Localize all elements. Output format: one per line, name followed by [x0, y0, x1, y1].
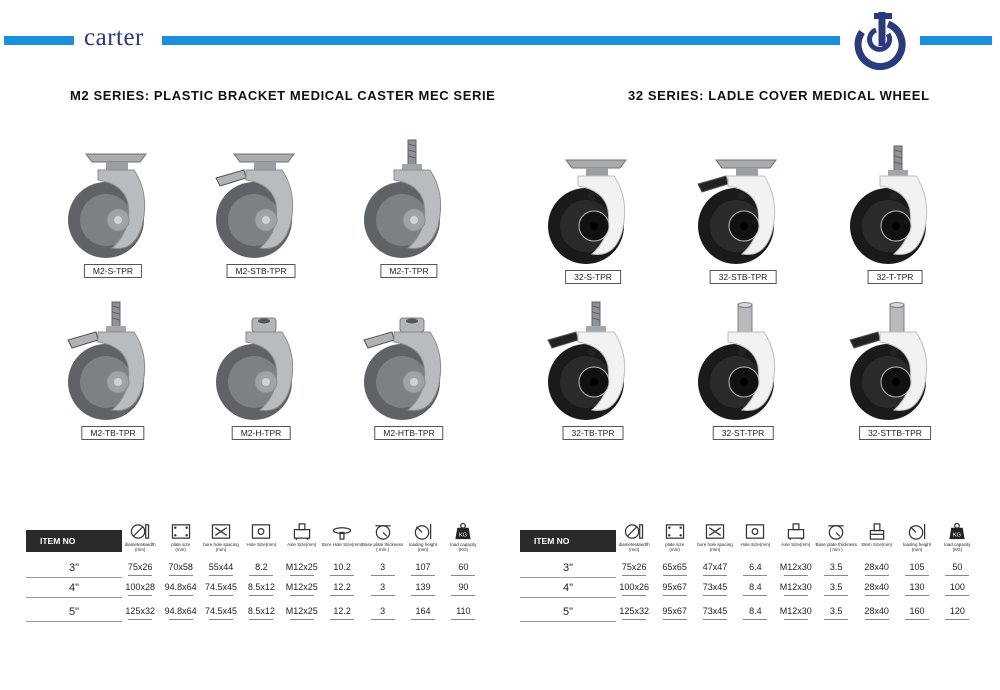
table-cell: 125x32 [125, 606, 155, 616]
row-divider [26, 621, 122, 622]
cell-underline [371, 595, 395, 596]
caster-icon [48, 296, 178, 426]
product-m2-htb-tpr [344, 296, 474, 446]
cell-underline [169, 575, 193, 576]
spec-column-caption: Axle Size(mm) [781, 542, 811, 547]
spec-column-caption: bore hole spacing (mm) [203, 542, 239, 552]
item-no-header: ITEM NO [534, 536, 570, 546]
m2-series-title: M2 SERIES: PLASTIC BRACKET MEDICAL CASTER MEC SERIE [70, 88, 496, 103]
product-label: M2-S-TPR [84, 264, 142, 278]
table-cell: 28x40 [864, 562, 889, 572]
cell-underline [865, 595, 889, 596]
spec-column-caption: loading height (mm) [408, 542, 438, 552]
table-cell: 139 [415, 582, 431, 592]
caster-icon [678, 296, 808, 426]
cell-underline [663, 595, 687, 596]
caster-icon [678, 140, 808, 270]
table-cell: 125x32 [619, 606, 649, 616]
row-divider [520, 621, 616, 622]
carter-logo-icon [852, 6, 912, 70]
cell-underline [290, 619, 314, 620]
table-cell: 105 [909, 562, 925, 572]
table-cell: 3 [380, 582, 386, 592]
cell-underline [371, 575, 395, 576]
table-cell: 130 [909, 582, 925, 592]
table-cell: 120 [949, 606, 965, 616]
hole-size-icon [744, 522, 766, 541]
loading-height-icon [906, 522, 928, 541]
caster-icon [196, 296, 326, 426]
cell-underline [743, 575, 767, 576]
cell-underline [622, 595, 646, 596]
table-cell: 160 [909, 606, 925, 616]
cell-underline [905, 575, 929, 576]
cell-underline [784, 595, 808, 596]
product-label: M2-STB-TPR [227, 264, 296, 278]
spec-column-caption: diameter&width (mm) [618, 542, 650, 552]
caster-icon [830, 140, 960, 270]
cell-underline [169, 595, 193, 596]
spec-column-caption: load capacity (KG) [944, 542, 971, 552]
row-divider [520, 577, 616, 578]
header-bar-left [4, 36, 74, 45]
table-cell: 94.8x64 [164, 606, 197, 616]
product-32-sttb-tpr [830, 296, 960, 446]
cell-underline [330, 619, 354, 620]
product-32-tb-tpr [528, 296, 658, 446]
cell-underline [128, 575, 152, 576]
product-m2-h-tpr [196, 296, 326, 446]
table-cell: 50 [952, 562, 963, 572]
spec-column-caption: loading height (mm) [902, 542, 932, 552]
table-cell: 100x28 [125, 582, 155, 592]
cell-underline [290, 595, 314, 596]
table-cell: 6.4 [749, 562, 762, 572]
table-cell: 70x58 [168, 562, 193, 572]
item-size-cell: 4" [562, 582, 574, 594]
cell-underline [451, 619, 475, 620]
cell-underline [622, 619, 646, 620]
cell-underline [824, 619, 848, 620]
product-label: 32-S-TPR [565, 270, 621, 284]
diameter-width-icon [129, 522, 151, 541]
cell-underline [703, 595, 727, 596]
cell-underline [743, 619, 767, 620]
row-divider [26, 597, 122, 598]
table-cell: 107 [415, 562, 431, 572]
s32-series-title: 32 SERIES: LADLE COVER MEDICAL WHEEL [628, 88, 930, 103]
product-m2-stb-tpr [196, 134, 326, 284]
product-32-stb-tpr [678, 140, 808, 290]
product-label: 32-ST-TPR [713, 426, 774, 440]
table-cell: 28x40 [864, 606, 889, 616]
cell-underline [128, 619, 152, 620]
item-size-cell: 3" [68, 562, 80, 574]
caster-icon [196, 134, 326, 264]
cell-underline [703, 575, 727, 576]
header-bar-middle [162, 36, 840, 45]
table-cell: 65x65 [662, 562, 687, 572]
table-cell: 8.2 [255, 562, 268, 572]
item-no-header: ITEM NO [40, 536, 76, 546]
table-cell: 3.5 [829, 582, 843, 592]
spec-column-caption: Hole Size(mm) [740, 542, 771, 547]
table-cell: 3 [380, 606, 386, 616]
brand-name: carter [84, 24, 144, 51]
cell-underline [128, 595, 152, 596]
cell-underline [622, 575, 646, 576]
cell-underline [945, 619, 969, 620]
header-bar-right [920, 36, 992, 45]
cell-underline [249, 619, 273, 620]
table-cell: 47x47 [702, 562, 728, 572]
cell-underline [330, 575, 354, 576]
spec-column-caption: diameter&width (mm) [124, 542, 156, 552]
spec-column-caption: Base plate thickness ( mm ) [815, 542, 857, 552]
spec-column-caption: Axle Size(mm) [287, 542, 317, 547]
table-cell: 90 [458, 582, 469, 592]
diameter-width-icon [623, 522, 645, 541]
table-cell: 55x44 [208, 562, 234, 572]
base-plate-thickness-icon [372, 522, 394, 541]
plate-size-icon [664, 522, 686, 541]
spec-column-caption: Stem Size(mm) [861, 542, 893, 547]
stem-size-icon [866, 522, 888, 541]
load-capacity-icon [452, 522, 474, 541]
table-cell: 73x45 [702, 582, 728, 592]
cell-underline [209, 619, 233, 620]
product-m2-tb-tpr [48, 296, 178, 446]
caster-icon [830, 296, 960, 426]
cell-underline [411, 619, 435, 620]
item-size-cell: 4" [68, 582, 80, 594]
spec-column-caption: load capacity (KG) [450, 542, 477, 552]
caster-icon [344, 296, 474, 426]
table-cell: M12x25 [285, 562, 318, 572]
axle-size-icon [291, 522, 313, 541]
cell-underline [169, 619, 193, 620]
cell-underline [663, 575, 687, 576]
load-capacity-icon [946, 522, 968, 541]
cell-underline [945, 575, 969, 576]
cell-underline [249, 595, 273, 596]
item-size-cell: 5" [562, 606, 574, 618]
product-m2-t-tpr [344, 134, 474, 284]
row-divider [520, 597, 616, 598]
table-cell: 95x67 [662, 606, 687, 616]
bore-hole-spacing-icon [704, 522, 726, 541]
product-label: 32-STB-TPR [710, 270, 777, 284]
table-cell: 73x45 [702, 606, 728, 616]
cell-underline [371, 619, 395, 620]
hole-size-icon [250, 522, 272, 541]
caster-icon [528, 296, 658, 426]
product-32-t-tpr [830, 140, 960, 290]
cell-underline [451, 595, 475, 596]
table-cell: 8.5x12 [247, 606, 275, 616]
cell-underline [784, 575, 808, 576]
cell-underline [824, 575, 848, 576]
table-cell: 74.5x45 [204, 582, 238, 592]
product-label: M2-TB-TPR [81, 426, 144, 440]
cell-underline [865, 619, 889, 620]
product-label: M2-T-TPR [380, 264, 437, 278]
product-label: M2-HTB-TPR [374, 426, 443, 440]
bore-hole-size-icon [331, 522, 353, 541]
product-label: M2-H-TPR [232, 426, 291, 440]
table-cell: 100x26 [619, 582, 649, 592]
spec-column-caption: Hole Size(mm) [246, 542, 277, 547]
product-m2-s-tpr [48, 134, 178, 284]
table-cell: 3 [380, 562, 386, 572]
cell-underline [411, 595, 435, 596]
cell-underline [945, 595, 969, 596]
spec-column-caption: plate size (mm) [665, 542, 685, 552]
spec-column-caption: plate size (mm) [171, 542, 191, 552]
table-cell: M12x30 [779, 582, 812, 592]
table-cell: 74.5x45 [204, 606, 238, 616]
cell-underline [411, 575, 435, 576]
cell-underline [209, 595, 233, 596]
axle-size-icon [785, 522, 807, 541]
cell-underline [784, 619, 808, 620]
caster-icon [528, 140, 658, 270]
item-size-cell: 3" [562, 562, 574, 574]
table-cell: 60 [458, 562, 469, 572]
table-cell: 3.5 [829, 562, 843, 572]
cell-underline [330, 595, 354, 596]
table-cell: 12.2 [333, 606, 351, 616]
plate-size-icon [170, 522, 192, 541]
loading-height-icon [412, 522, 434, 541]
table-cell: 28x40 [864, 582, 889, 592]
table-cell: 75x26 [621, 562, 647, 572]
cell-underline [663, 619, 687, 620]
table-cell: 95x67 [662, 582, 687, 592]
svg-text:KG: KG [459, 532, 468, 539]
svg-text:KG: KG [953, 532, 962, 539]
item-size-cell: 5" [68, 606, 80, 618]
table-cell: 110 [456, 606, 471, 616]
table-cell: 8.5x12 [247, 582, 275, 592]
cell-underline [451, 575, 475, 576]
table-cell: M12x30 [779, 562, 812, 572]
cell-underline [905, 595, 929, 596]
product-label: 32-T-TPR [868, 270, 923, 284]
spec-column-caption: bore hole spacing (mm) [697, 542, 733, 552]
table-cell: 94.8x64 [164, 582, 197, 592]
spec-column-caption: Base plate thickness ( mm ) [361, 542, 404, 552]
product-32-st-tpr [678, 296, 808, 446]
table-cell: M12x25 [285, 606, 318, 616]
table-cell: 10.2 [333, 562, 351, 572]
table-cell: M12x25 [285, 582, 318, 592]
cell-underline [905, 619, 929, 620]
product-label: 32-TB-TPR [563, 426, 624, 440]
s32-spec-table [520, 522, 976, 622]
cell-underline [703, 619, 727, 620]
product-32-s-tpr [528, 140, 658, 290]
caster-icon [48, 134, 178, 264]
product-label: 32-STTB-TPR [859, 426, 931, 440]
m2-spec-table [26, 522, 482, 622]
caster-icon [344, 134, 474, 264]
table-cell: 75x26 [127, 562, 153, 572]
cell-underline [865, 575, 889, 576]
cell-underline [209, 575, 233, 576]
bore-hole-spacing-icon [210, 522, 232, 541]
table-cell: 8.4 [749, 606, 762, 616]
base-plate-thickness-icon [825, 522, 847, 541]
cell-underline [290, 575, 314, 576]
cell-underline [824, 595, 848, 596]
table-cell: 100 [949, 582, 965, 592]
table-cell: 8.4 [749, 582, 762, 592]
table-cell: 12.2 [333, 582, 351, 592]
row-divider [26, 577, 122, 578]
table-cell: M12x30 [779, 606, 812, 616]
table-cell: 164 [415, 606, 431, 616]
cell-underline [743, 595, 767, 596]
spec-column-caption: Bore Hole Size(mm) [321, 542, 363, 547]
table-cell: 3.5 [829, 606, 843, 616]
cell-underline [249, 575, 273, 576]
